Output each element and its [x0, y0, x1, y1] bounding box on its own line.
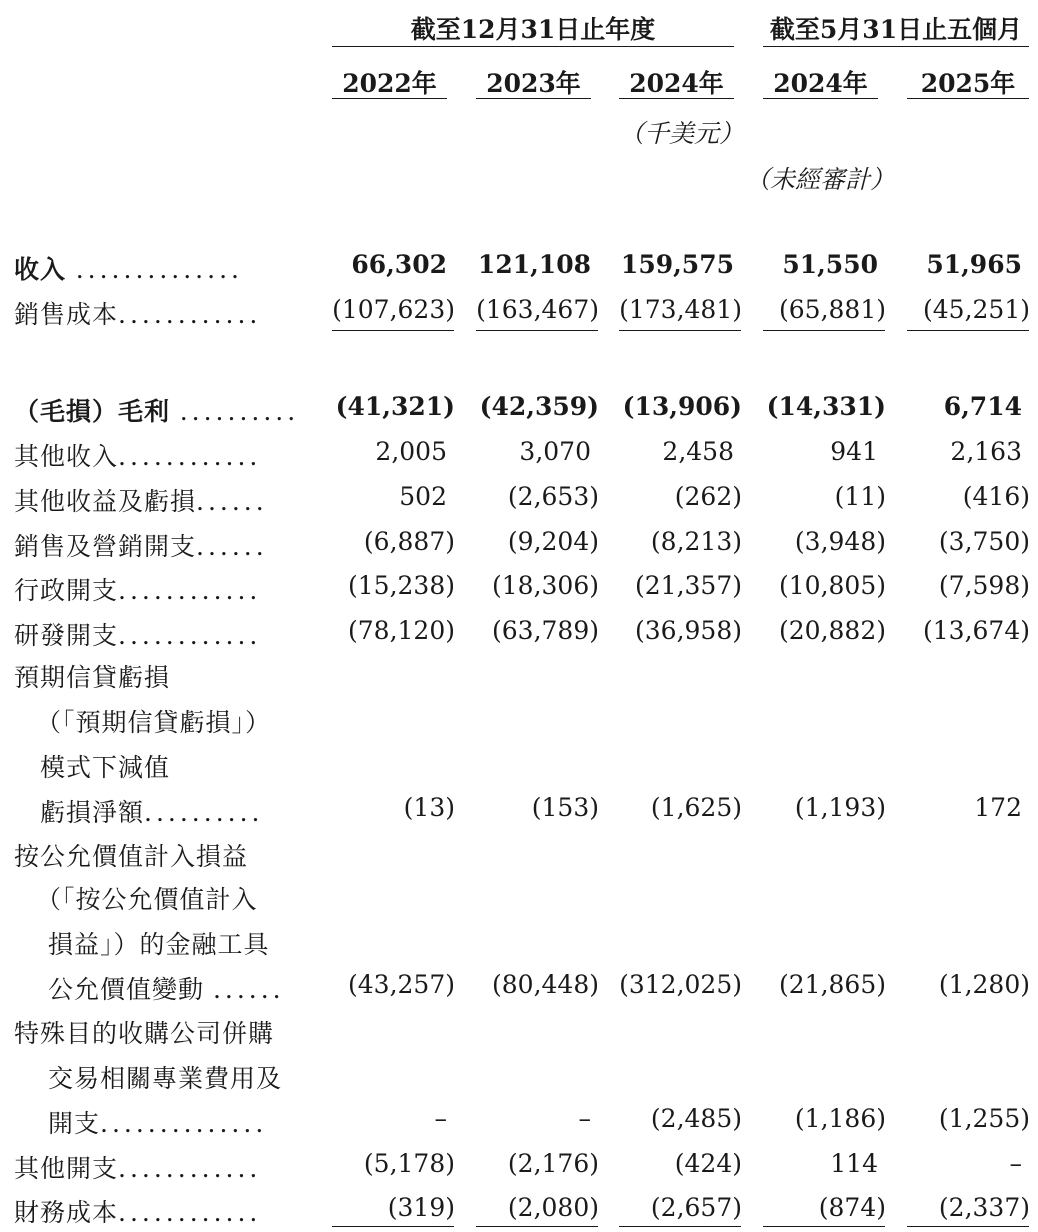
row-label-revenue: 收入 ..............	[14, 255, 243, 284]
header-interim-period: 截至5月31日止五個月	[769, 15, 1023, 44]
cell: (13)	[403, 793, 455, 822]
row-label-ecl-line: 模式下減值	[40, 753, 171, 782]
year-header-2024-interim: 2024年	[773, 69, 868, 98]
cell: 2,005	[375, 437, 447, 466]
row-label-spac-expenses: 開支..............	[48, 1109, 268, 1138]
subtotal-rule	[476, 1226, 598, 1227]
cell: (173,481)	[619, 295, 742, 324]
cell: (14,331)	[766, 392, 886, 421]
subtotal-rule	[907, 1226, 1029, 1227]
cell: 66,302	[351, 250, 447, 279]
cell: (15,238)	[348, 571, 455, 600]
cell: 3,070	[519, 437, 591, 466]
cell: 6,714	[943, 392, 1022, 421]
cell: (21,357)	[635, 571, 742, 600]
row-label-fvtpl-line: 按公允價值計入損益	[14, 842, 249, 871]
cell: 172	[974, 793, 1022, 822]
cell: (13,906)	[622, 392, 742, 421]
cell: (6,887)	[363, 527, 455, 556]
cell: (20,882)	[779, 616, 886, 645]
cell: (319)	[387, 1193, 455, 1222]
cell: (11)	[834, 482, 886, 511]
cell: 941	[830, 437, 878, 466]
row-label-spac-line: 特殊目的收購公司併購	[14, 1019, 275, 1048]
cell: (1,280)	[938, 970, 1030, 999]
cell: (8,213)	[650, 527, 742, 556]
year-header-2025-interim: 2025年	[920, 69, 1016, 98]
row-label-admin-expenses: 行政開支............	[14, 576, 262, 605]
cell: (2,176)	[507, 1149, 599, 1178]
year-rule	[907, 98, 1029, 99]
subtotal-rule	[763, 330, 885, 331]
cell: (1,255)	[938, 1104, 1030, 1133]
cell: (9,204)	[507, 527, 599, 556]
row-label-other-expenses: 其他開支............	[14, 1154, 262, 1183]
cell: (41,321)	[335, 392, 455, 421]
unaudited-note: （未經審計）	[745, 165, 896, 194]
year-rule	[476, 98, 591, 99]
cell: (1,193)	[794, 793, 886, 822]
row-label-ecl-line: （「預期信貸虧損」）	[36, 708, 272, 737]
cell: (42,359)	[479, 392, 599, 421]
cell: (416)	[962, 482, 1030, 511]
subtotal-rule	[476, 330, 598, 331]
row-label-fvtpl-line: 損益」）的金融工具	[48, 930, 270, 959]
year-header-2022: 2022年	[342, 69, 437, 98]
cell: (312,025)	[619, 970, 742, 999]
subtotal-rule	[619, 1226, 741, 1227]
year-header-2024: 2024年	[629, 69, 724, 98]
cell: (43,257)	[348, 970, 455, 999]
cell: (5,178)	[363, 1149, 455, 1178]
cell: 159,575	[620, 250, 734, 279]
cell: (13,674)	[923, 616, 1030, 645]
cell: (1,186)	[794, 1104, 886, 1133]
cell: 51,550	[782, 250, 878, 279]
cell: (18,306)	[492, 571, 599, 600]
subtotal-rule	[332, 330, 454, 331]
year-rule	[763, 98, 878, 99]
cell: (424)	[674, 1149, 742, 1178]
cell: (2,657)	[650, 1193, 742, 1222]
cell: (874)	[818, 1193, 886, 1222]
unit-note: （千美元）	[619, 119, 745, 148]
cell: (63,789)	[492, 616, 599, 645]
cell: (45,251)	[923, 295, 1030, 324]
row-label-ecl-line: 預期信貸虧損	[14, 663, 171, 692]
row-label-gross-profit: （毛損）毛利 ..........	[14, 397, 300, 426]
cell: (2,080)	[507, 1193, 599, 1222]
cell: (65,881)	[779, 295, 886, 324]
cell: 502	[399, 482, 447, 511]
cell: 2,458	[662, 437, 734, 466]
cell: (2,337)	[938, 1193, 1030, 1222]
row-label-selling-expenses: 銷售及營銷開支......	[14, 532, 268, 561]
cell: 2,163	[950, 437, 1022, 466]
cell: (107,623)	[332, 295, 455, 324]
cell: 121,108	[477, 250, 591, 279]
row-label-rd-expenses: 研發開支............	[14, 621, 262, 650]
cell: (78,120)	[348, 616, 455, 645]
cell: (1,625)	[650, 793, 742, 822]
cell: (262)	[674, 482, 742, 511]
row-label-cost-of-sales: 銷售成本............	[14, 300, 262, 329]
row-label-ecl-impairment: 虧損淨額..........	[40, 798, 264, 827]
cell: (36,958)	[635, 616, 742, 645]
cell: –	[434, 1104, 447, 1133]
row-label-other-gains-losses: 其他收益及虧損......	[14, 487, 268, 516]
cell: (153)	[531, 793, 599, 822]
cell: 114	[830, 1149, 878, 1178]
cell: 51,965	[926, 250, 1022, 279]
subtotal-rule	[619, 330, 741, 331]
subtotal-rule	[332, 1226, 454, 1227]
cell: (21,865)	[779, 970, 886, 999]
header-annual-rule	[332, 46, 734, 47]
cell: (7,598)	[938, 571, 1030, 600]
row-label-finance-costs: 財務成本............	[14, 1198, 262, 1227]
header-interim-rule	[763, 46, 1029, 47]
cell: (2,485)	[650, 1104, 742, 1133]
cell: (3,750)	[938, 527, 1030, 556]
year-header-2023: 2023年	[486, 69, 581, 98]
subtotal-rule	[907, 330, 1029, 331]
cell: (2,653)	[507, 482, 599, 511]
cell: (3,948)	[794, 527, 886, 556]
cell: –	[578, 1104, 591, 1133]
year-rule	[619, 98, 734, 99]
cell: (80,448)	[492, 970, 599, 999]
subtotal-rule	[763, 1226, 885, 1227]
row-label-other-income: 其他收入............	[14, 442, 262, 471]
cell: –	[1009, 1149, 1022, 1178]
row-label-fvtpl-line: （「按公允價值計入	[36, 885, 258, 914]
row-label-fvtpl-change: 公允價值變動 ......	[48, 975, 285, 1004]
year-rule	[332, 98, 447, 99]
header-annual-period: 截至12月31日止年度	[410, 15, 656, 44]
cell: (10,805)	[779, 571, 886, 600]
row-label-spac-line: 交易相關專業費用及	[48, 1064, 283, 1093]
cell: (163,467)	[476, 295, 599, 324]
